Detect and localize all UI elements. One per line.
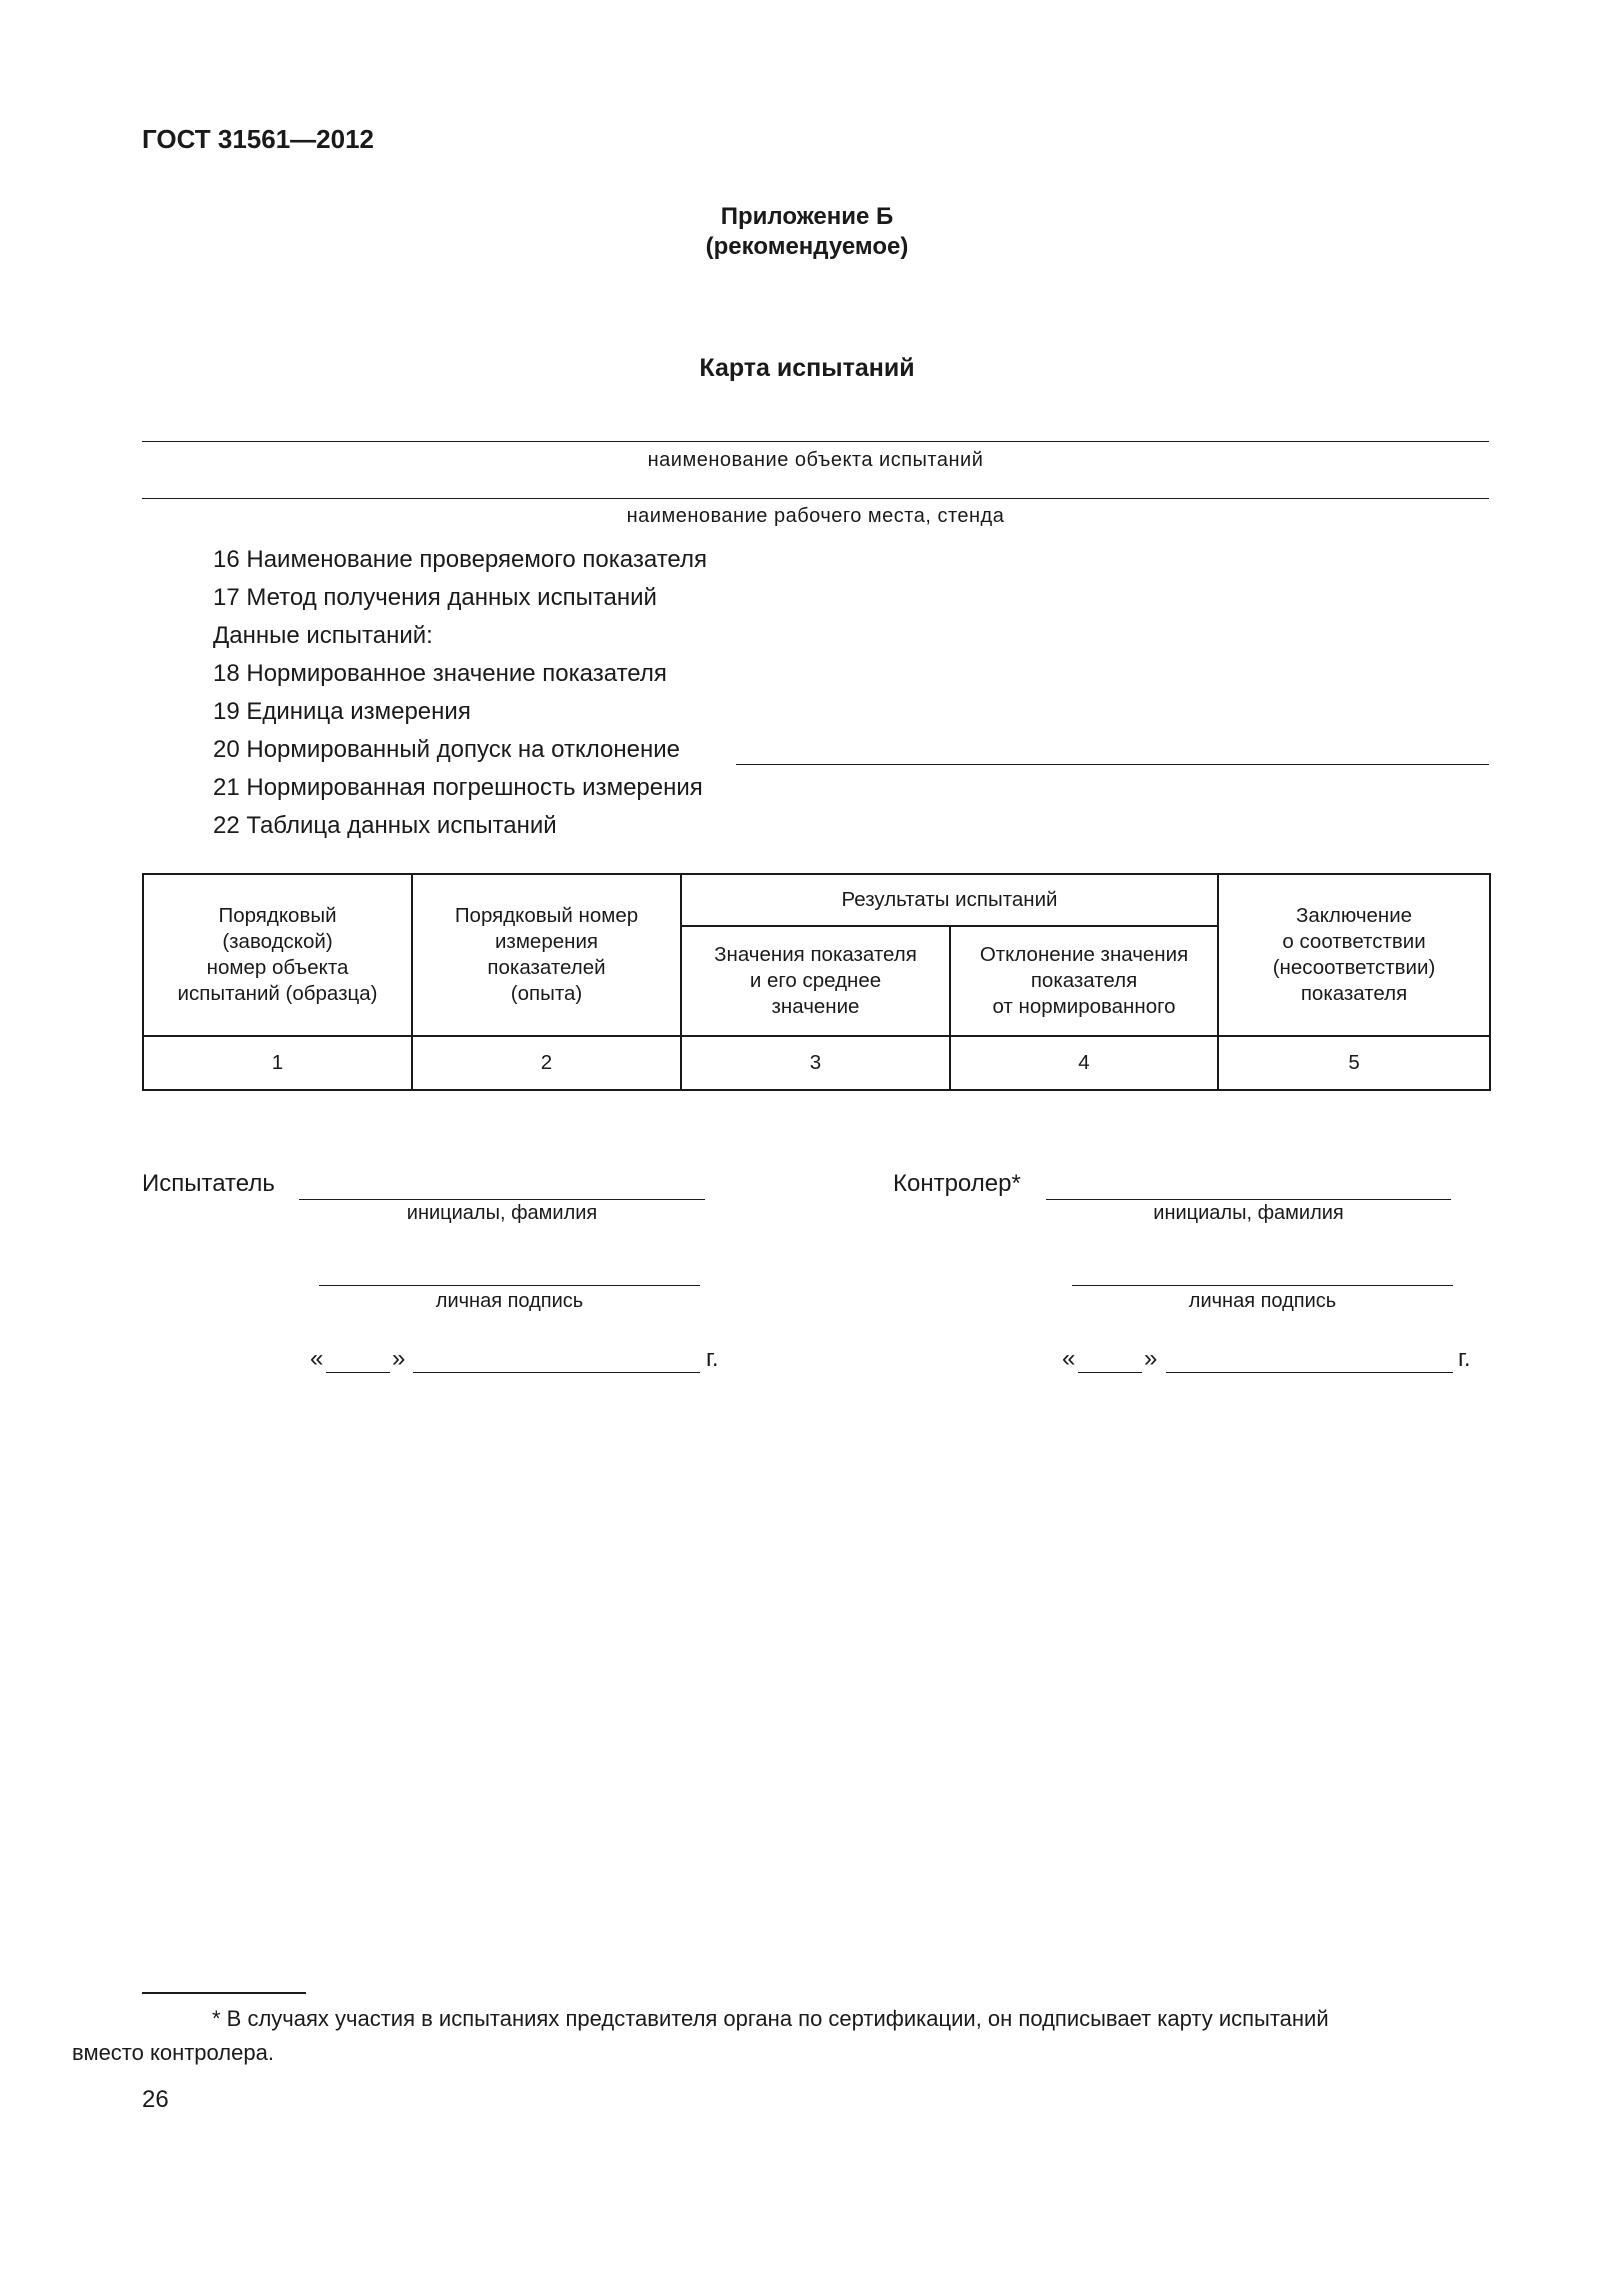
tester-year-suffix: г. [706,1345,719,1372]
tester-signature-caption: личная подпись [435,1290,584,1312]
tester-month-year-line[interactable] [413,1372,700,1373]
tester-date-close: » [392,1345,406,1372]
item-19: 19 Единица измерения [213,698,471,725]
table-header-results: Результаты испытаний [681,874,1218,926]
item-20: 20 Нормированный допуск на отклонение [213,736,680,763]
footnote [72,2002,1492,2070]
column-number-5: 5 [1218,1036,1490,1090]
item-18: 18 Нормированное значение показателя [213,660,667,687]
footnote-continuation: вместо контролера. [72,2040,274,2065]
test-data-label: Данные испытаний: [213,622,433,649]
page-number: 26 [142,2086,169,2113]
controller-year-suffix: г. [1458,1345,1471,1372]
item-22: 22 Таблица данных испытаний [213,812,557,839]
tester-day-line[interactable] [326,1372,390,1373]
table-header-col1: Порядковый (заводской) номер объекта испытаний (образца) [143,874,412,1036]
table-header-col2: Порядковый номер измерения показателей (опыта) [412,874,681,1036]
tester-signature-line[interactable] [319,1285,700,1286]
table-row [143,1036,1490,1090]
tolerance-blank-line[interactable] [736,764,1489,765]
controller-month-year-line[interactable] [1166,1372,1453,1373]
tester-name-line[interactable] [299,1199,705,1200]
tester-label: Испытатель [142,1170,275,1197]
column-number-4: 4 [950,1036,1218,1090]
appendix-status: (рекомендуемое) [705,233,909,260]
footnote-text: * В случаях участия в испытаниях представителя органа по сертификации, он подписывает карту испытаний [212,2006,1329,2031]
column-number-2: 2 [412,1036,681,1090]
item-21: 21 Нормированная погрешность измерения [213,774,703,801]
controller-label: Контролер* [893,1170,1021,1197]
table-header-col3: Значения показателя и его среднее значение [681,926,950,1036]
controller-signature-caption: личная подпись [1188,1290,1337,1312]
tester-initials-caption: инициалы, фамилия [406,1202,598,1224]
card-title: Карта испытаний [699,354,915,382]
table-header-col5: Заключение о соответствии (несоответствии) показателя [1218,874,1490,1036]
column-number-1: 1 [143,1036,412,1090]
controller-date-close: » [1144,1345,1158,1372]
item-17: 17 Метод получения данных испытаний [213,584,657,611]
controller-date-open: « [1062,1345,1076,1372]
item-16: 16 Наименование проверяемого показателя [213,546,707,573]
controller-initials-caption: инициалы, фамилия [1153,1202,1344,1224]
column-number-3: 3 [681,1036,950,1090]
footnote-separator [142,1992,306,1994]
controller-name-line[interactable] [1046,1199,1451,1200]
appendix-title: Приложение Б [720,203,894,230]
document-code: ГОСТ 31561—2012 [142,124,374,154]
tester-date-open: « [310,1345,324,1372]
object-name-line[interactable] [142,441,1489,442]
controller-day-line[interactable] [1078,1372,1142,1373]
controller-signature-line[interactable] [1072,1285,1453,1286]
test-data-table [142,873,1491,1091]
table-header-col4: Отклонение значения показателя от нормированного [950,926,1218,1036]
object-name-caption: наименование объекта испытаний [647,449,984,471]
workplace-name-caption: наименование рабочего места, стенда [626,505,1005,527]
workplace-name-line[interactable] [142,498,1489,499]
